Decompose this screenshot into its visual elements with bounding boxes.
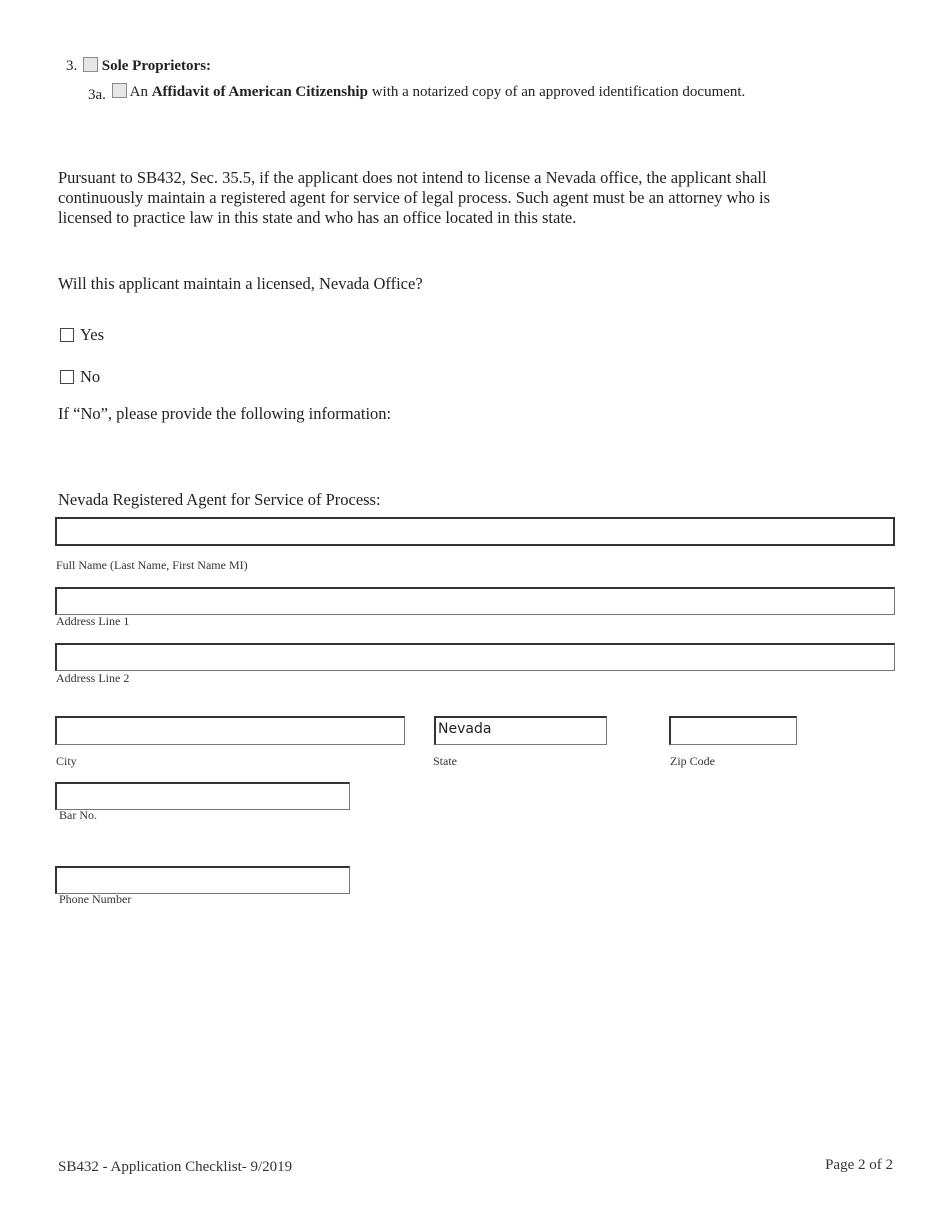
full-name-label: Full Name (Last Name, First Name MI) <box>56 558 248 572</box>
full-name-input[interactable] <box>55 517 895 546</box>
item-3-number: 3. <box>66 58 78 74</box>
item-3a-bold: Affidavit of American Citizenship <box>151 84 368 100</box>
item-3-label: Sole Proprietors: <box>101 58 212 74</box>
address-line-2-label: Address Line 2 <box>56 671 130 685</box>
address-line-1-input[interactable] <box>55 587 895 615</box>
yes-checkbox[interactable] <box>60 328 74 342</box>
footer-form-id: SB432 - Application Checklist- 9/2019 <box>58 1159 293 1175</box>
bar-number-label: Bar No. <box>59 808 97 822</box>
address-line-2-input[interactable] <box>55 643 895 671</box>
yes-label: Yes <box>80 325 105 344</box>
phone-number-label: Phone Number <box>59 892 132 906</box>
item-3a-checkbox[interactable] <box>112 83 127 98</box>
address-line-1-label: Address Line 1 <box>56 614 130 628</box>
option-no[interactable] <box>60 367 100 387</box>
city-label: City <box>56 754 77 768</box>
phone-number-input[interactable] <box>55 866 350 894</box>
bar-number-input[interactable] <box>55 782 350 810</box>
item-3a-row <box>88 83 745 101</box>
office-question: Will this applicant maintain a licensed, Nevada Office? <box>58 274 423 293</box>
state-input[interactable]: Nevada <box>434 716 607 745</box>
legal-paragraph: Pursuant to SB432, Sec. 35.5, if the applicant does not intend to license a Nevada office, the applicant shall continuously maintain a registered agent for service of legal process. Such agent must be an attorney who is licensed to practice law in this state and who has an office located in this state. <box>58 168 771 227</box>
zip-code-input[interactable] <box>669 716 797 745</box>
no-checkbox[interactable] <box>60 370 74 384</box>
zip-code-label: Zip Code <box>670 754 715 768</box>
footer-page-number: Page 2 of 2 <box>825 1157 893 1173</box>
item-3a-prefix: An <box>129 84 148 100</box>
option-yes[interactable] <box>60 325 104 345</box>
no-label: No <box>80 367 101 386</box>
if-no-instruction: If “No”, please provide the following information: <box>58 404 392 423</box>
city-input[interactable] <box>55 716 405 745</box>
item-3-checkbox[interactable] <box>83 57 98 72</box>
item-3a-suffix: with a notarized copy of an approved identification document. <box>371 84 746 100</box>
agent-heading: Nevada Registered Agent for Service of Process: <box>58 490 381 509</box>
state-label: State <box>433 754 457 768</box>
item-3a-number: 3a. <box>88 87 106 103</box>
item-3-row <box>66 57 211 75</box>
